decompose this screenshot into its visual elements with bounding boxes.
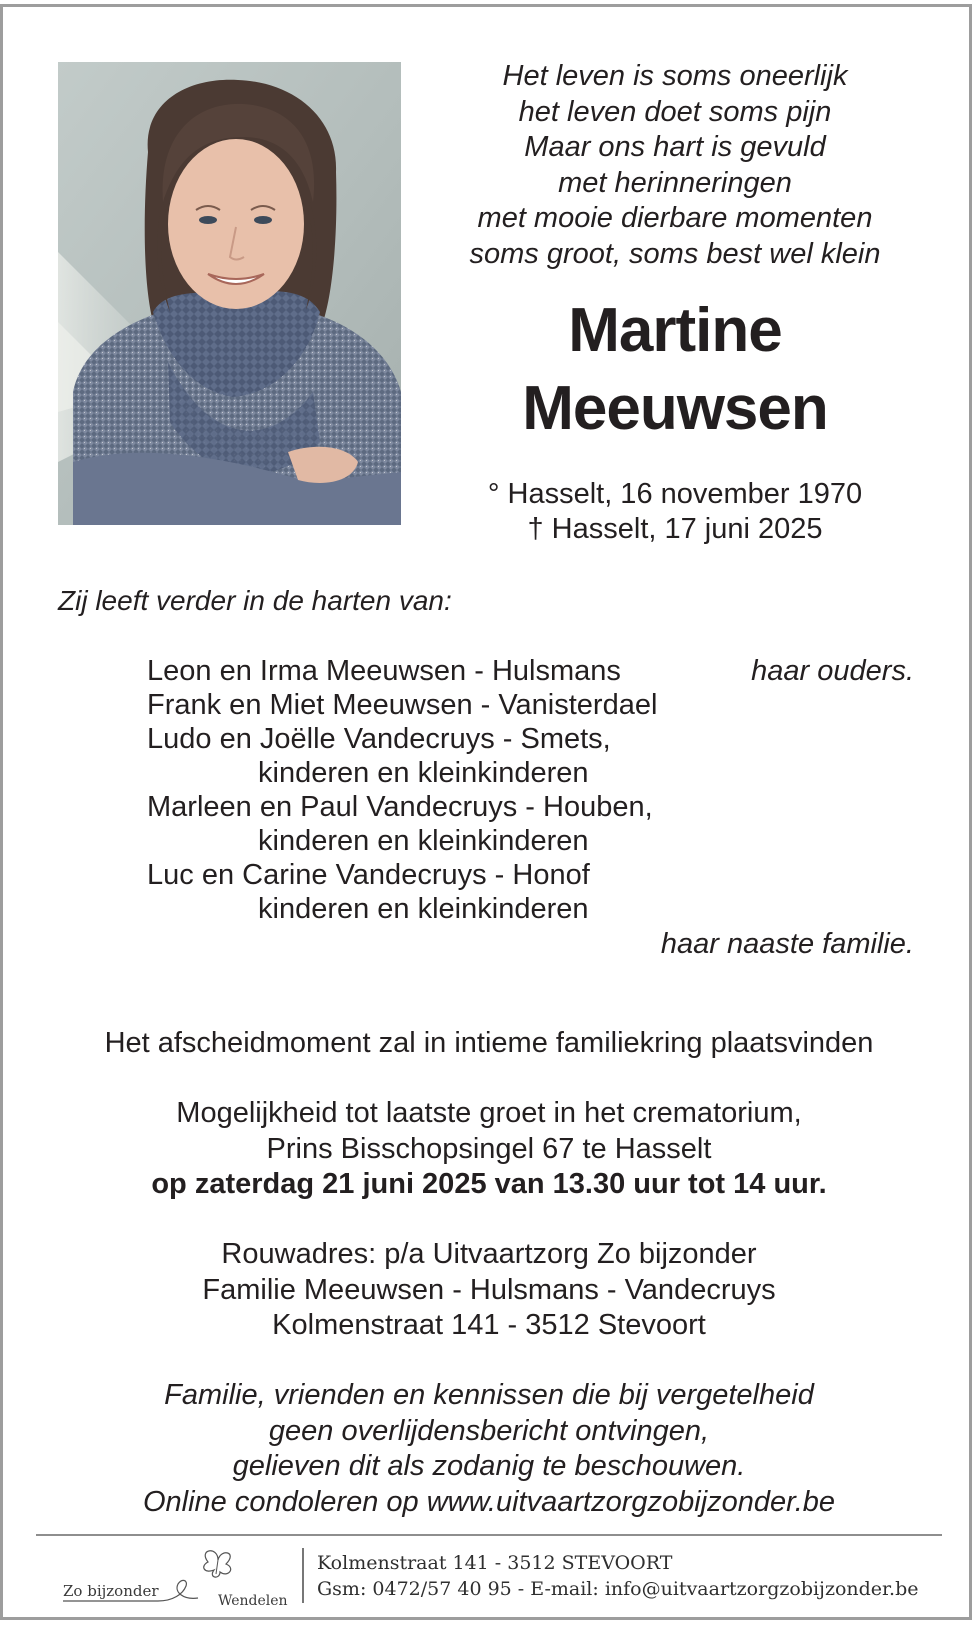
portrait-photo (58, 62, 401, 525)
footer-divider-line (36, 1534, 942, 1536)
condolence-line: Online condoleren op www.uitvaartzorgzobijzonder.be (142, 1485, 836, 1518)
footer-address: Kolmenstraat 141 - 3512 STEVOORT (317, 1552, 673, 1574)
first-name: Martine (568, 296, 782, 365)
mourning-address (3, 1237, 975, 1344)
poem-line: met herinneringen (558, 166, 792, 199)
visitation-address: Prins Bisschopsingel 67 te Hasselt (266, 1132, 712, 1165)
family-member-sub: kinderen en kleinkinderen (258, 893, 589, 925)
birth-date: ° Hasselt, 16 november 1970 (487, 478, 863, 510)
address-line: Kolmenstraat 141 - 3512 Stevoort (272, 1309, 706, 1341)
family-member-sub: kinderen en kleinkinderen (258, 757, 589, 789)
address-line: Familie Meeuwsen - Hulsmans - Vandecruys (202, 1273, 776, 1306)
family-member: Frank en Miet Meeuwsen - Vanisterdael (147, 689, 658, 721)
poem-line: Het leven is soms oneerlijk (502, 60, 848, 92)
life-dates (415, 477, 935, 547)
family-member: Ludo en Joëlle Vandecruys - Smets, (147, 723, 611, 755)
poem-line: Maar ons hart is gevuld (524, 131, 826, 163)
poem (415, 59, 935, 272)
footer-phone-email: Gsm: 0472/57 40 95 - E-mail: info@uitvaartzorgzobijzonder.be (317, 1578, 919, 1600)
funeral-home-logo (58, 1544, 288, 1608)
family-member: Marleen en Paul Vandecruys - Houben, (147, 791, 653, 823)
farewell-text (3, 1026, 975, 1062)
portrait-illustration (58, 62, 401, 525)
farewell-line: Het afscheidmoment zal in intieme familiekring plaatsvinden (104, 1027, 874, 1059)
deceased-name (415, 292, 935, 448)
death-date: † Hasselt, 17 juni 2025 (527, 513, 823, 545)
address-line: Rouwadres: p/a Uitvaartzorg Zo bijzonder (221, 1238, 757, 1270)
family-lead: Zij leeft verder in de harten van: (58, 585, 452, 616)
obituary-card (0, 4, 972, 1620)
notice-line: Familie, vrienden en kennissen die bij vergetelheid (164, 1379, 814, 1411)
logo-text-wendelen: Wendelen (218, 1593, 288, 1609)
last-name: Meeuwsen (522, 374, 828, 443)
poem-line: het leven doet soms pijn (518, 95, 832, 128)
family-member: Leon en Irma Meeuwsen - Hulsmans (147, 655, 621, 687)
notice-text (3, 1378, 975, 1520)
poem-line: soms groot, soms best wel klein (469, 237, 881, 270)
poem-line: met mooie dierbare momenten (477, 202, 873, 234)
parents-label: haar ouders. (751, 655, 914, 687)
visitation-info (3, 1096, 975, 1203)
footer-contact (317, 1550, 918, 1602)
relatives-label: haar naaste familie. (660, 928, 914, 960)
visitation-line: Mogelijkheid tot laatste groet in het crematorium, (176, 1097, 802, 1129)
footer-vertical-divider (302, 1548, 304, 1603)
family-member: Luc en Carine Vandecruys - Honof (147, 859, 590, 891)
family-member-sub: kinderen en kleinkinderen (258, 825, 589, 857)
logo-text-zo-bijzonder: Zo bijzonder (63, 1582, 159, 1600)
notice-line: gelieven dit als zodanig te beschouwen. (232, 1450, 746, 1482)
notice-line: geen overlijdensbericht ontvingen, (268, 1414, 710, 1447)
visitation-time: op zaterdag 21 juni 2025 van 13.30 uur tot 14 uur. (151, 1168, 827, 1200)
